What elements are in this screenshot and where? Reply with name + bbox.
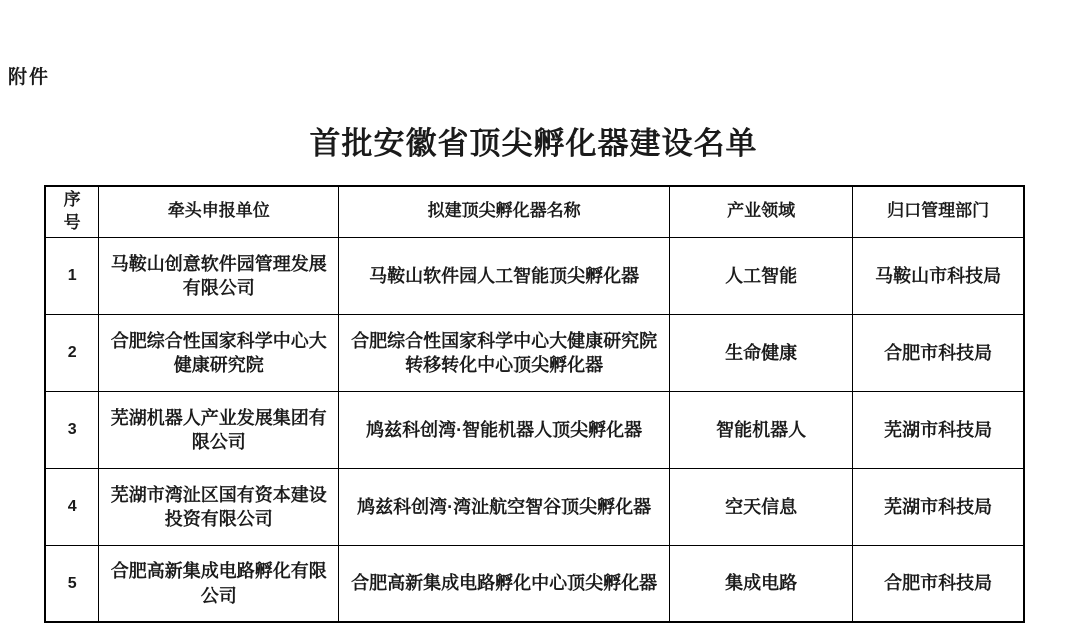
cell-unit: 芜湖机器人产业发展集团有限公司	[99, 391, 339, 468]
table-row	[45, 545, 1024, 622]
cell-industry-field: 生命健康	[670, 314, 853, 391]
cell-unit: 芜湖市湾沚区国有资本建设投资有限公司	[99, 468, 339, 545]
cell-seq: 1	[45, 237, 99, 314]
column-header: 归口管理部门	[853, 186, 1024, 237]
cell-dept: 合肥市科技局	[853, 314, 1024, 391]
cell-unit: 马鞍山创意软件园管理发展有限公司	[99, 237, 339, 314]
table-row	[45, 468, 1024, 545]
cell-dept: 芜湖市科技局	[853, 391, 1024, 468]
table-body	[45, 237, 1024, 622]
table-header-row	[45, 186, 1024, 237]
column-header: 牵头申报单位	[99, 186, 339, 237]
column-header: 拟建顶尖孵化器名称	[339, 186, 670, 237]
cell-seq: 3	[45, 391, 99, 468]
cell-unit: 合肥综合性国家科学中心大健康研究院	[99, 314, 339, 391]
page-title: 首批安徽省顶尖孵化器建设名单	[309, 126, 758, 161]
cell-dept: 芜湖市科技局	[853, 468, 1024, 545]
cell-seq: 5	[45, 545, 99, 622]
cell-incubator-name: 合肥高新集成电路孵化中心顶尖孵化器	[339, 545, 670, 622]
cell-dept: 合肥市科技局	[853, 545, 1024, 622]
cell-industry-field: 人工智能	[670, 237, 853, 314]
incubator-table	[44, 185, 1025, 623]
cell-incubator-name: 马鞍山软件园人工智能顶尖孵化器	[339, 237, 670, 314]
column-header: 产业领域	[670, 186, 853, 237]
cell-incubator-name: 合肥综合性国家科学中心大健康研究院转移转化中心顶尖孵化器	[339, 314, 670, 391]
cell-industry-field: 空天信息	[670, 468, 853, 545]
cell-unit: 合肥高新集成电路孵化有限公司	[99, 545, 339, 622]
cell-incubator-name: 鸠兹科创湾·智能机器人顶尖孵化器	[339, 391, 670, 468]
column-header: 序号	[45, 186, 99, 237]
table-row	[45, 391, 1024, 468]
table-row	[45, 314, 1024, 391]
cell-industry-field: 集成电路	[670, 545, 853, 622]
cell-incubator-name: 鸠兹科创湾·湾沚航空智谷顶尖孵化器	[339, 468, 670, 545]
cell-seq: 2	[45, 314, 99, 391]
cell-industry-field: 智能机器人	[670, 391, 853, 468]
attachment-label: 附件	[8, 67, 51, 88]
cell-seq: 4	[45, 468, 99, 545]
table-row	[45, 237, 1024, 314]
cell-dept: 马鞍山市科技局	[853, 237, 1024, 314]
